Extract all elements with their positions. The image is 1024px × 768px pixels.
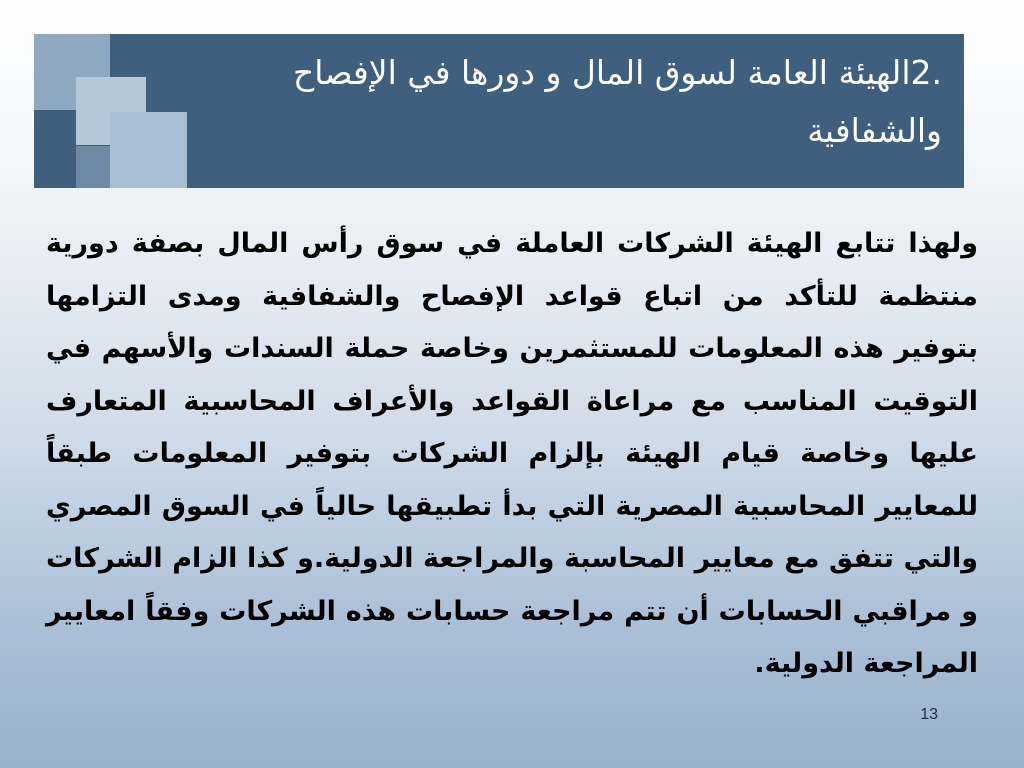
decorative-square [76,146,110,188]
title-bar [34,34,964,188]
slide-body-text: ولهذا تتابع الهيئة الشركات العاملة في سوق رأس المال بصفة دورية منتظمة للتأكد من اتباع قواعد الإفصاح والشفافية ومدى التزامها بتوفير هذه المعلومات للمستثمرين وخاصة حملة السندات والأسهم في التوقيت المناسب مع مراعاة القواعد والأعراف المحاسبية المتعارف عليها وخاصة قيام الهيئة بإلزام الشركات بتوفير المعلومات طبقاً للمعايير المحاسبية المصرية التي بدأ تطبيقها حالياً في السوق المصري والتي تتفق مع معايير المحاسبة والمراجعة الدولية.و كذا الزام الشركات و مراقبي الحسابات أن تتم مراجعة حسابات هذه الشركات وفقاً امعايير المراجعة الدولية. [46,228,978,679]
page-number: 13 [920,706,938,723]
decorative-square [110,112,187,188]
slide-title: .2الهيئة العامة لسوق المال و دورها في الإفصاح والشفافية [293,53,942,150]
